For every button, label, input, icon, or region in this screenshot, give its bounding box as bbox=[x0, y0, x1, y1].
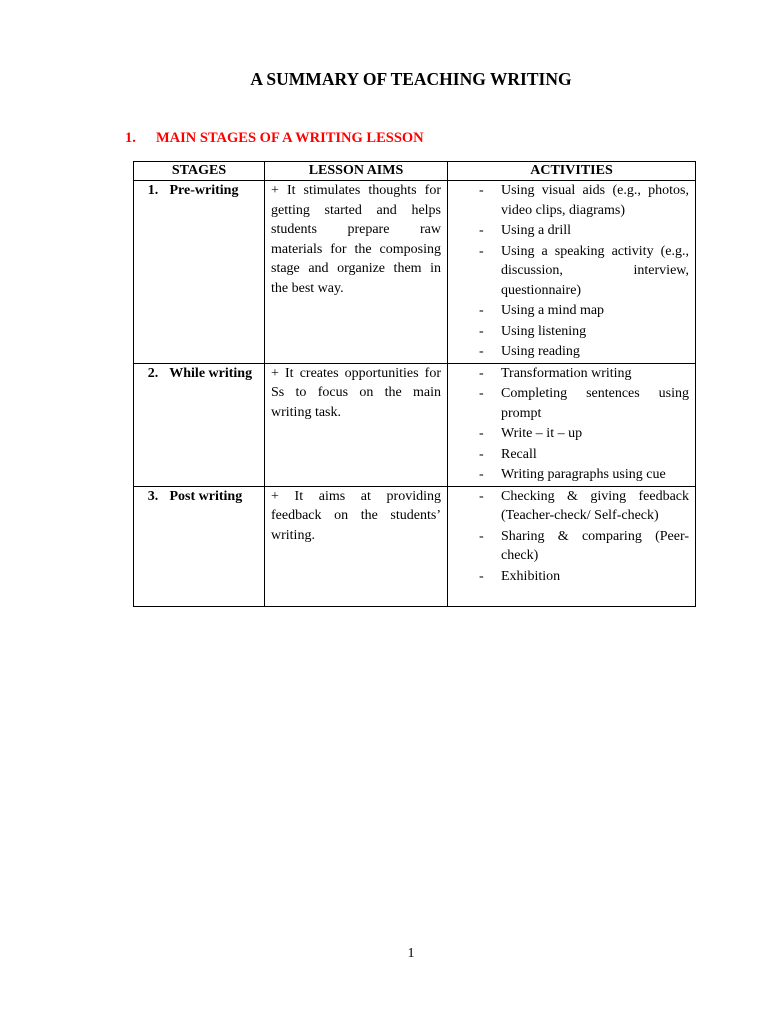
activity-text: Using visual aids (e.g., photos, video clips, diagrams) bbox=[501, 183, 689, 218]
activity-item bbox=[454, 364, 689, 384]
list-dash: - bbox=[479, 488, 484, 504]
table-row bbox=[134, 363, 696, 486]
list-dash: - bbox=[479, 344, 484, 359]
activity-item bbox=[454, 567, 689, 587]
activities-list bbox=[454, 487, 689, 587]
header-lesson-aims: LESSON AIMS bbox=[265, 162, 448, 181]
table-row bbox=[134, 181, 696, 364]
activity-text: Using reading bbox=[501, 344, 580, 359]
list-dash: - bbox=[479, 323, 484, 339]
activities-list bbox=[454, 364, 689, 485]
activity-item bbox=[454, 465, 689, 485]
activity-text: Using a speaking activity (e.g., discussion, interview, questionnaire) bbox=[501, 243, 689, 298]
activity-item bbox=[454, 301, 689, 321]
lesson-aim-cell: + It aims at providing feedback on the students’ writing. bbox=[265, 486, 448, 606]
list-dash: - bbox=[479, 243, 484, 259]
list-dash: - bbox=[479, 365, 484, 381]
section-heading bbox=[125, 130, 424, 147]
stage-name: Post writing bbox=[169, 488, 243, 504]
stage-number: 2. bbox=[147, 365, 159, 381]
activity-text: Recall bbox=[501, 446, 537, 462]
header-stages: STAGES bbox=[134, 162, 265, 181]
stage-cell bbox=[134, 486, 265, 606]
activities-cell bbox=[448, 363, 696, 486]
activity-item bbox=[454, 424, 689, 444]
activity-text: Checking & giving feedback (Teacher-check/ Self-check) bbox=[501, 488, 689, 523]
activity-item bbox=[454, 242, 689, 301]
activity-text: Write – it – up bbox=[501, 426, 583, 441]
lesson-aim-cell: + It stimulates thoughts for getting started and helps students prepare raw materials for the composing stage and organize them in the best way. bbox=[265, 181, 448, 364]
stage-cell bbox=[134, 181, 265, 364]
activity-text: Transformation writing bbox=[501, 365, 632, 381]
activity-text: Sharing & comparing (Peer-check) bbox=[501, 528, 689, 563]
header-activities: ACTIVITIES bbox=[448, 162, 696, 181]
stage-name: Pre-writing bbox=[169, 183, 239, 198]
activity-item bbox=[454, 221, 689, 241]
list-dash: - bbox=[479, 386, 484, 401]
activities-list bbox=[454, 181, 689, 362]
list-dash: - bbox=[479, 446, 484, 462]
activities-cell bbox=[448, 181, 696, 364]
activity-text: Using a drill bbox=[501, 223, 571, 238]
page-number: 1 bbox=[407, 946, 415, 961]
stage-number: 1. bbox=[147, 183, 159, 198]
activity-text: Writing paragraphs using cue bbox=[501, 467, 666, 482]
table-header-row bbox=[134, 162, 696, 181]
activity-item bbox=[454, 487, 689, 526]
lesson-aim-cell: + It creates opportunities for Ss to focus on the main writing task. bbox=[265, 363, 448, 486]
activity-text: Using listening bbox=[501, 323, 587, 339]
writing-stages-table bbox=[133, 161, 696, 607]
table-row bbox=[134, 486, 696, 606]
activity-item bbox=[454, 342, 689, 362]
list-dash: - bbox=[479, 426, 484, 441]
activity-text: Completing sentences using prompt bbox=[501, 386, 689, 421]
activity-item bbox=[454, 322, 689, 342]
list-dash: - bbox=[479, 528, 484, 544]
document-title: A SUMMARY OF TEACHING WRITING bbox=[250, 69, 572, 89]
section-number: 1. bbox=[125, 130, 136, 146]
activity-item bbox=[454, 384, 689, 423]
activity-item bbox=[454, 527, 689, 566]
list-dash: - bbox=[479, 183, 484, 198]
stage-cell bbox=[134, 363, 265, 486]
list-dash: - bbox=[479, 467, 484, 482]
stage-number: 3. bbox=[147, 488, 159, 504]
activity-text: Using a mind map bbox=[501, 303, 605, 318]
list-dash: - bbox=[479, 568, 484, 584]
list-dash: - bbox=[479, 303, 484, 318]
stage-name: While writing bbox=[169, 365, 253, 381]
section-heading-text: MAIN STAGES OF A WRITING LESSON bbox=[156, 130, 424, 146]
activity-item bbox=[454, 181, 689, 220]
activities-cell bbox=[448, 486, 696, 606]
list-dash: - bbox=[479, 223, 484, 238]
activity-text: Exhibition bbox=[501, 568, 561, 584]
activity-item bbox=[454, 445, 689, 465]
